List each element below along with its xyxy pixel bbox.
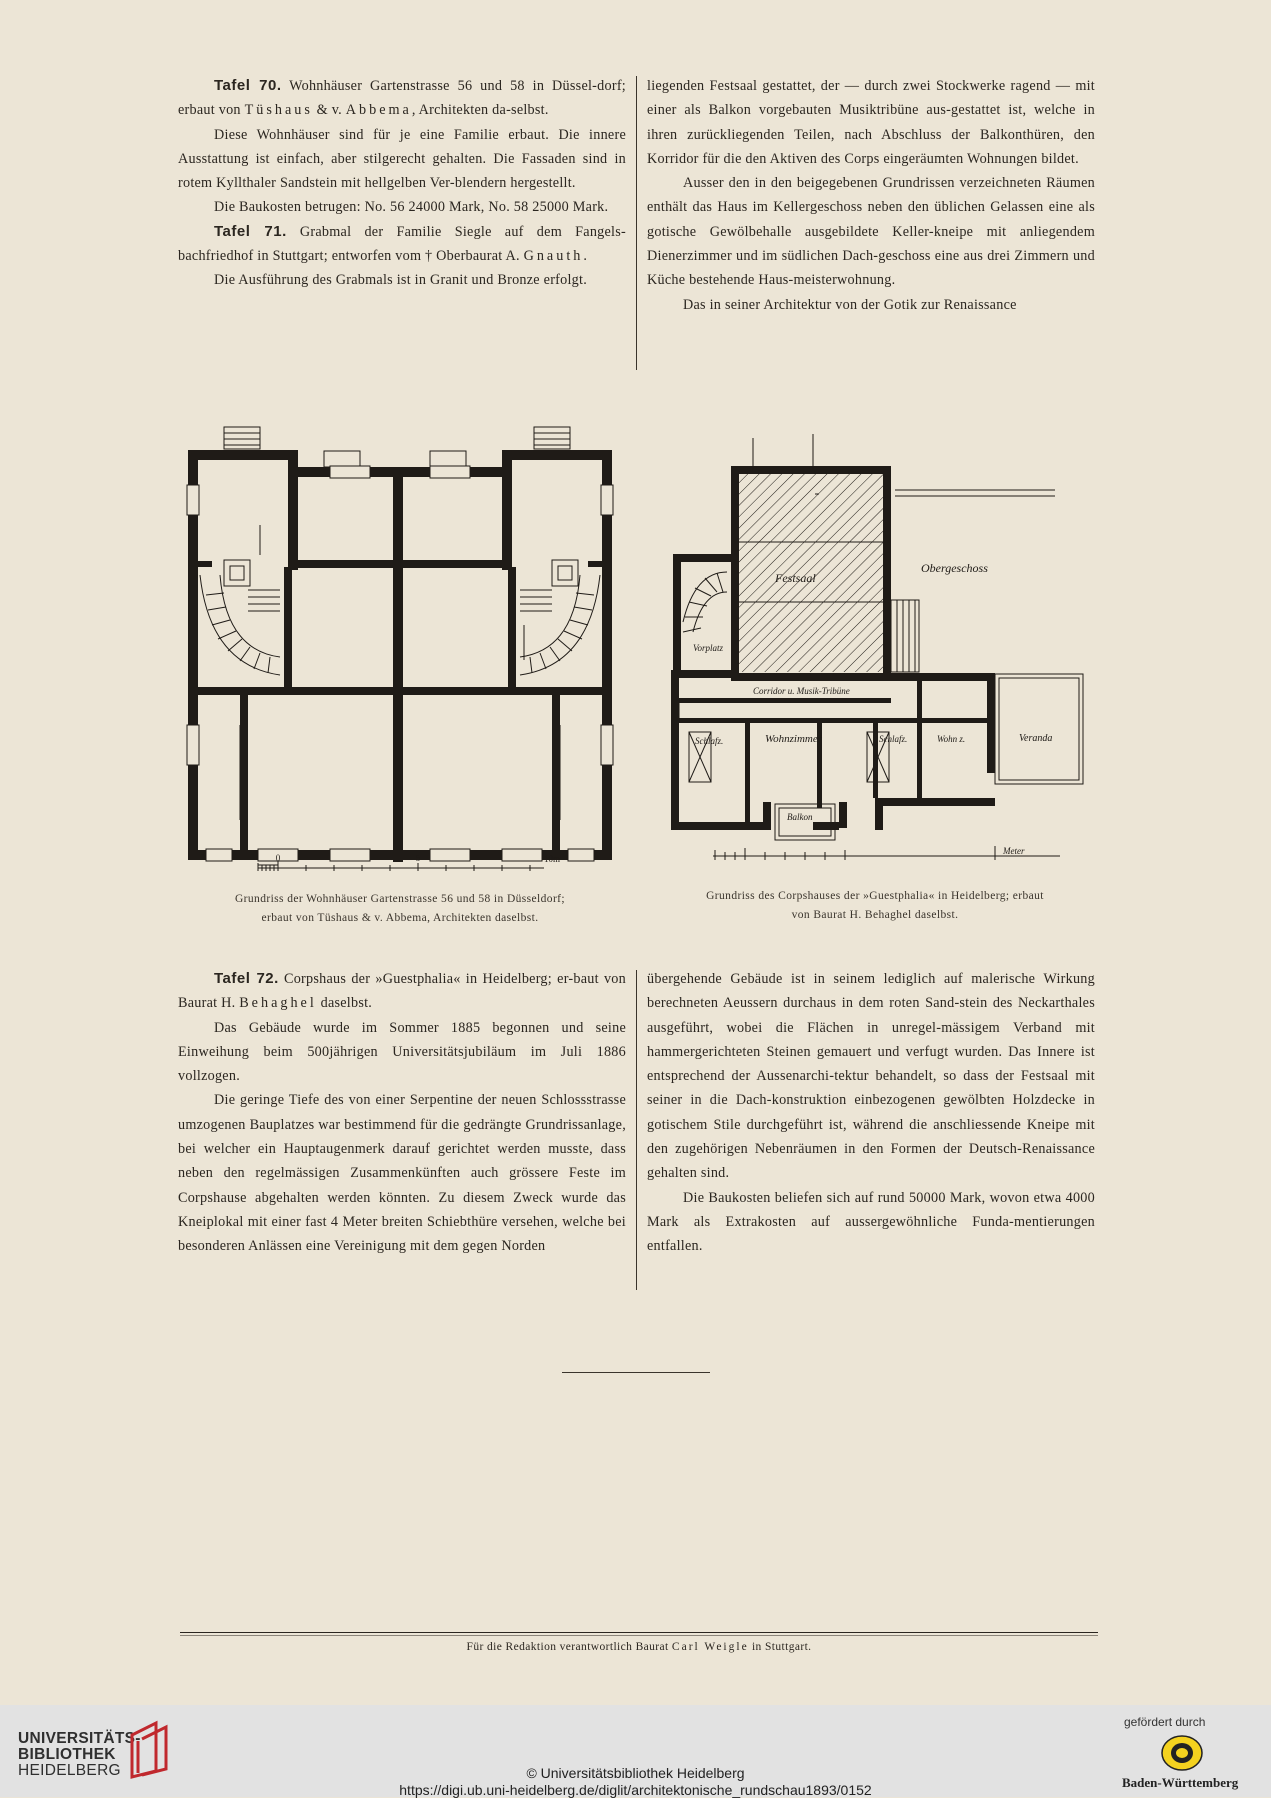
paragraph: liegenden Festsaal gestattet, der — durch zwei Stockwerke ragend — mit einer als Balkon vorgebauten Musiktribüne aus-gestattet ist, welche in ihren zurückliegenden Teilen, nach Abschluss der Balkonthüren, den Korridor für die den Aktiven des Corps eingeräumten Wohnungen bildet. — [647, 78, 1095, 167]
text-fragment: Corpshaus der »Guestphalia« in Heidelberg; er-baut von Baurat H. — [178, 971, 626, 1012]
paragraph: Die Baukosten beliefen sich auf rund 50000 Mark, wovon etwa 4000 Mark als Extrakosten auf aussergewöhnliche Funda-mentierungen entfallen. — [647, 1189, 1095, 1255]
scale-label-0: 0 — [275, 853, 281, 863]
text-column-bottom-left — [178, 967, 626, 1259]
text-fragment: Grabmal der Familie Siegle auf dem Fangels-bachfriedhof in Stuttgart; entworfen vom † Oberbaurat A. — [178, 223, 626, 265]
ub-line-1: UNIVERSITÄTS- — [18, 1730, 141, 1747]
room-label-wohnz: Wohn z. — [937, 734, 966, 744]
text-fragment: in Stuttgart. — [748, 1641, 812, 1653]
copyright-text: © Universitätsbibliothek Heidelberg — [526, 1765, 745, 1781]
paragraph: übergehende Gebäude ist in seinem lediglich auf malerische Wirkung berechneten Aeussern durchaus in dem roten Sand-stein des Neckarthales ausgeführt, wobei die Flächen in unregel-mässigem Verband mit hammergerichteten Steinen gemauert und verfugt wurden. Das Innere ist entsprechend der Aussenarchi-tektur behandelt, so dass der Festsaal mit seiner in die Dach-konstruktion einbezogenen gewölbten Holzdecke in gotischem Stile durchgeführt ist, während die anschliessende Kneipe mit den zugehörigen Nebenräumen in den Formen der Deutsch-Renaissance gehalten sind. — [647, 971, 1095, 1182]
scale-label-5: 5 — [415, 853, 421, 863]
text-column-top-right — [647, 74, 1095, 317]
ub-line-2: BIBLIOTHEK — [18, 1746, 116, 1763]
paragraph: Das Gebäude wurde im Sommer 1885 begonnen und seine Einweihung beim 500jährigen Universitätsjubiläum im Juli 1886 vollzogen. — [178, 1019, 626, 1085]
room-label-festsaal: Festsaal — [775, 571, 816, 585]
caption-right-plan — [640, 887, 1110, 925]
floor-plan-right — [665, 432, 1095, 872]
section-divider — [562, 1372, 710, 1373]
text-fragment: Für die Redaktion verantwortlich Baurat — [466, 1641, 672, 1653]
room-label-corridor: Corridor u. Musik-Tribüne — [753, 686, 850, 696]
paragraph: Die Ausführung des Grabmals ist in Granit und Bronze erfolgt. — [214, 272, 588, 289]
architect-name-tueshaus: Tüshaus — [244, 102, 313, 119]
footer-rule-thin — [180, 1635, 1098, 1636]
paragraph: Ausser den in den beigegebenen Grundrissen verzeichneten Räumen enthält das Haus im Kellergeschoss neben den üblichen Gelassen eine als gotische Gewölbehalle ausgebildete Keller-kneipe mit anliegendem Dienerzimmer und im südlichen Dach-geschoss eine aus drei Zimmern und Küche bestehende Haus-meisterwohnung. — [647, 175, 1095, 289]
tafel-70-label: Tafel 70. — [214, 77, 282, 94]
room-label-vorplatz: Vorplatz — [693, 643, 724, 653]
caption-left-plan — [160, 890, 640, 928]
baden-wuerttemberg-label: Baden-Württemberg — [1122, 1775, 1239, 1790]
text-fragment: & v. — [312, 102, 346, 119]
tafel-70-paragraph — [178, 74, 626, 123]
tafel-71-label: Tafel 71. — [214, 222, 287, 240]
scale-label-10: 10m — [543, 854, 561, 864]
column-divider-bottom — [636, 970, 637, 1290]
ub-line-3: HEIDELBERG — [18, 1762, 121, 1779]
permalink-url[interactable]: https://digi.ub.uni-heidelberg.de/diglit/architektonische_rundschau1893/0152 — [399, 1782, 872, 1798]
text-column-bottom-right — [647, 967, 1095, 1259]
paragraph: Die Baukosten betrugen: No. 56 24000 Mark, No. 58 25000 Mark. — [214, 199, 609, 216]
caption-line: erbaut von Tüshaus & v. Abbema, Architekten daselbst. — [261, 912, 539, 924]
text-fragment: , Architekten da-selbst. — [411, 102, 549, 119]
footer-rule — [180, 1632, 1098, 1633]
tafel-71-paragraph — [178, 220, 626, 269]
floor-label-obergeschoss: Obergeschoss — [921, 561, 988, 575]
scale-label-meter: Meter — [1003, 846, 1025, 856]
caption-line: von Baurat H. Behaghel daselbst. — [791, 909, 959, 921]
architect-name-behaghel: Behaghel — [239, 995, 317, 1012]
room-label-veranda: Veranda — [1019, 733, 1053, 744]
column-divider-top — [636, 76, 637, 370]
caption-line: Grundriss des Corpshauses der »Guestphalia« in Heidelberg; erbaut — [706, 890, 1044, 902]
library-footer-band — [0, 1705, 1271, 1797]
paragraph: Die geringe Tiefe des von einer Serpentine der neuen Schlossstrasse umzogenen Bauplatzes war bestimmend für die gedrängte Grundrissanlage, bei welcher ein Hauptaugenmerk darauf gerichtet werden musste, dass neben den regelmässigen Zusammenkünften auch grössere Feste im Corpshause abgehalten werden könnten. Zu diesem Zweck wurde das Kneiplokal mit einer fast 4 Meter breiten Schiebthüre versehen, welche bei besonderen Anlässen eine Vereinigung mit dem gegen Norden — [178, 1092, 626, 1255]
text-fragment: . — [583, 248, 588, 265]
editorial-footnote — [180, 1641, 1098, 1653]
text-fragment: daselbst. — [316, 995, 373, 1012]
editor-name: Carl Weigle — [671, 1641, 749, 1653]
caption-line: Grundriss der Wohnhäuser Gartenstrasse 56 und 58 in Düsseldorf; — [234, 893, 566, 905]
baden-wuerttemberg-crest-icon — [1160, 1733, 1204, 1773]
architect-name-abbema: Abbema — [345, 102, 412, 119]
room-label-wohnzimmer: Wohnzimmer — [765, 733, 823, 745]
paragraph: Das in seiner Architektur von der Gotik zur Renaissance — [683, 296, 1017, 313]
tafel-72-paragraph — [178, 967, 626, 1016]
paragraph: Diese Wohnhäuser sind für je eine Familie erbaut. Die innere Ausstattung ist einfach, aber stilgerecht gehalten. Die Fassaden sind in rotem Kyllthaler Sandstein mit hellgelben Ver-blendern hergestellt. — [178, 126, 626, 192]
tafel-70-text: Wohnhäuser Gartenstrasse 56 und 58 in Düssel-dorf; erbaut von — [178, 78, 626, 119]
room-label-balkon: Balkon — [787, 812, 813, 822]
architect-name-gnauth: Gnauth — [523, 248, 584, 265]
funded-by-label: gefördert durch — [1124, 1715, 1206, 1729]
tafel-72-label: Tafel 72. — [214, 970, 279, 987]
room-label-schlafz: Schlafz. — [695, 736, 724, 746]
floor-plan-left — [180, 425, 620, 880]
room-label-schlafz-2: Schlafz. — [879, 734, 908, 744]
text-column-top-left — [178, 74, 626, 293]
